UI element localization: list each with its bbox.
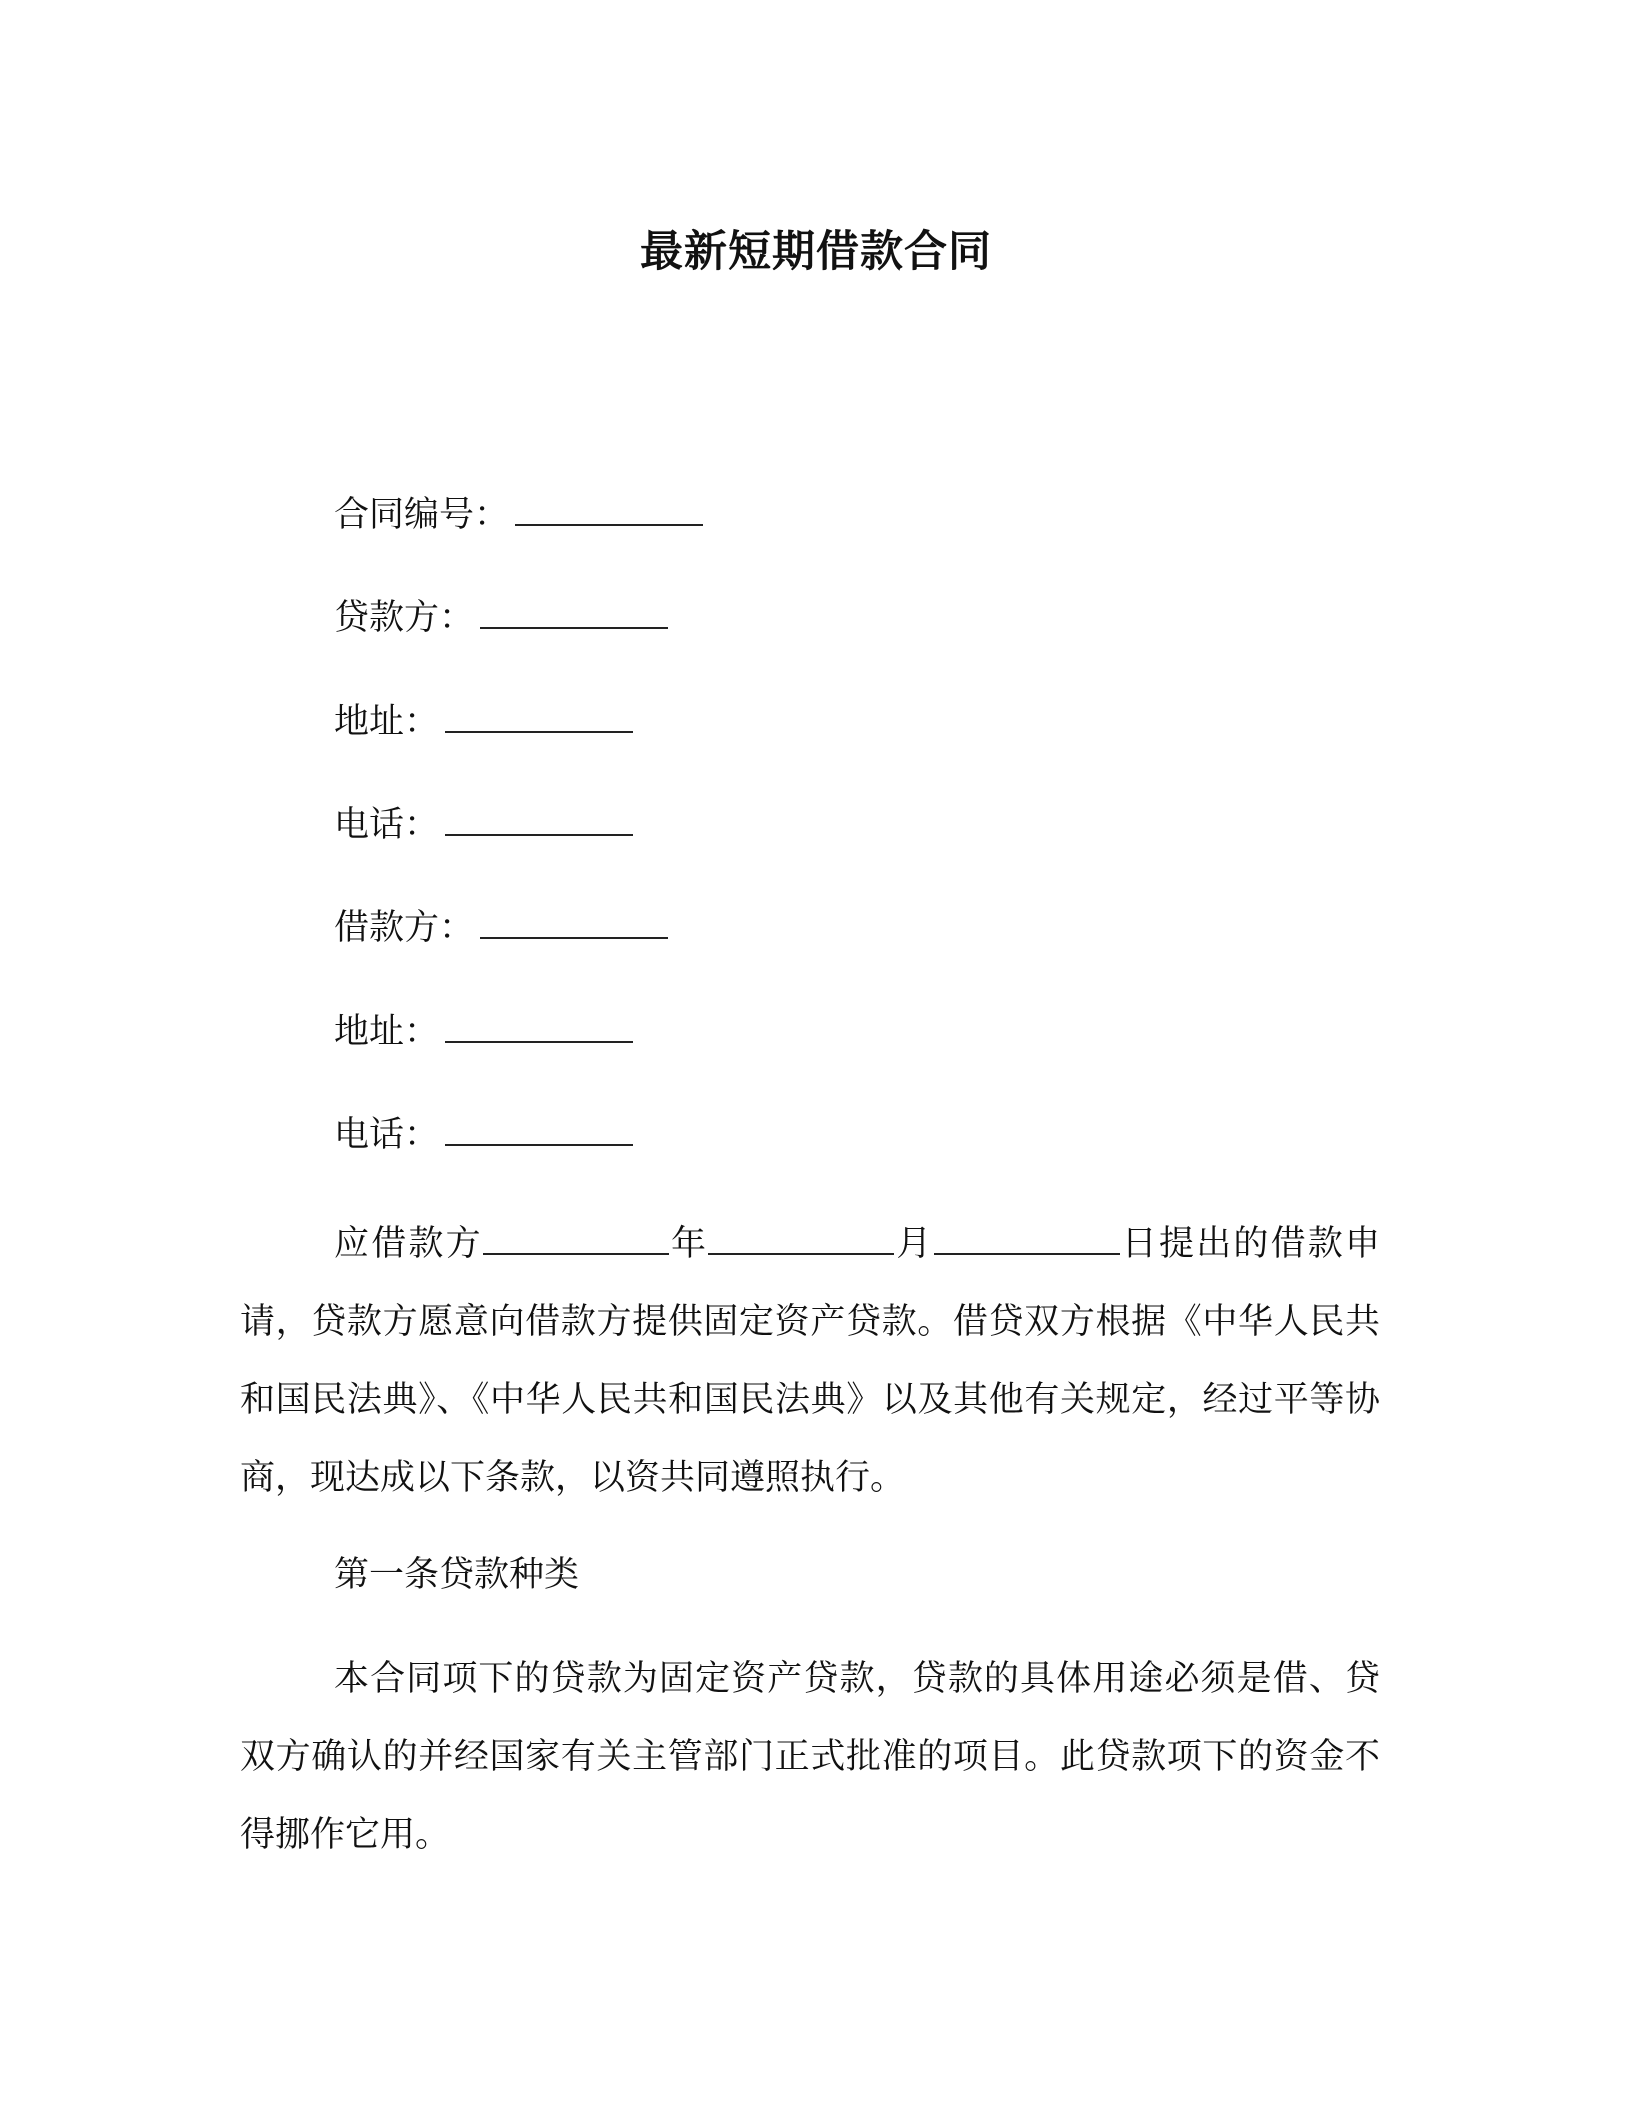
fill-in-blank bbox=[515, 496, 703, 526]
field-label: 贷款方： bbox=[334, 598, 475, 638]
field-label: 合同编号： bbox=[334, 495, 510, 535]
borrower-address-field bbox=[334, 1007, 633, 1057]
lender-address-field bbox=[334, 697, 633, 747]
field-label: 地址： bbox=[334, 702, 440, 742]
fill-in-blank bbox=[445, 1013, 633, 1043]
article-1-body: 本合同项下的贷款为固定资产贷款，贷款的具体用途必须是借、贷双方确认的并经国家有关主管部门正式批准的项目。此贷款项下的资金不得挪作它用。 bbox=[240, 1659, 1380, 1855]
field-label: 电话： bbox=[334, 1115, 440, 1155]
intro-prefix: 应借款方 bbox=[334, 1224, 483, 1264]
fill-in-blank bbox=[445, 806, 633, 836]
fill-in-blank bbox=[445, 1116, 633, 1146]
intro-paragraph bbox=[240, 1205, 1380, 1517]
lender-phone-field bbox=[334, 800, 633, 850]
day-blank bbox=[934, 1225, 1120, 1255]
document-title: 最新短期借款合同 bbox=[640, 227, 992, 277]
month-blank bbox=[708, 1225, 894, 1255]
article-1-heading: 第一条贷款种类 bbox=[334, 1555, 580, 1595]
fill-in-blank bbox=[480, 909, 668, 939]
year-blank bbox=[483, 1225, 669, 1255]
year-label: 年 bbox=[668, 1224, 709, 1264]
borrower-phone-field bbox=[334, 1110, 633, 1160]
borrower-field bbox=[334, 903, 668, 953]
intro-body: 日提出的借款申请，贷款方愿意向借款方提供固定资产贷款。借贷双方根据《中华人民共和国民法典》、《中华人民共和国民法典》以及其他有关规定，经过平等协商，现达成以下条款，以资共同遵照执行。 bbox=[240, 1224, 1380, 1498]
contract-number-field bbox=[334, 490, 703, 540]
fill-in-blank bbox=[445, 703, 633, 733]
fill-in-blank bbox=[480, 599, 668, 629]
field-label: 借款方： bbox=[334, 908, 475, 948]
lender-field bbox=[334, 593, 668, 643]
field-label: 地址： bbox=[334, 1012, 440, 1052]
month-label: 月 bbox=[894, 1224, 934, 1264]
field-label: 电话： bbox=[334, 805, 440, 845]
